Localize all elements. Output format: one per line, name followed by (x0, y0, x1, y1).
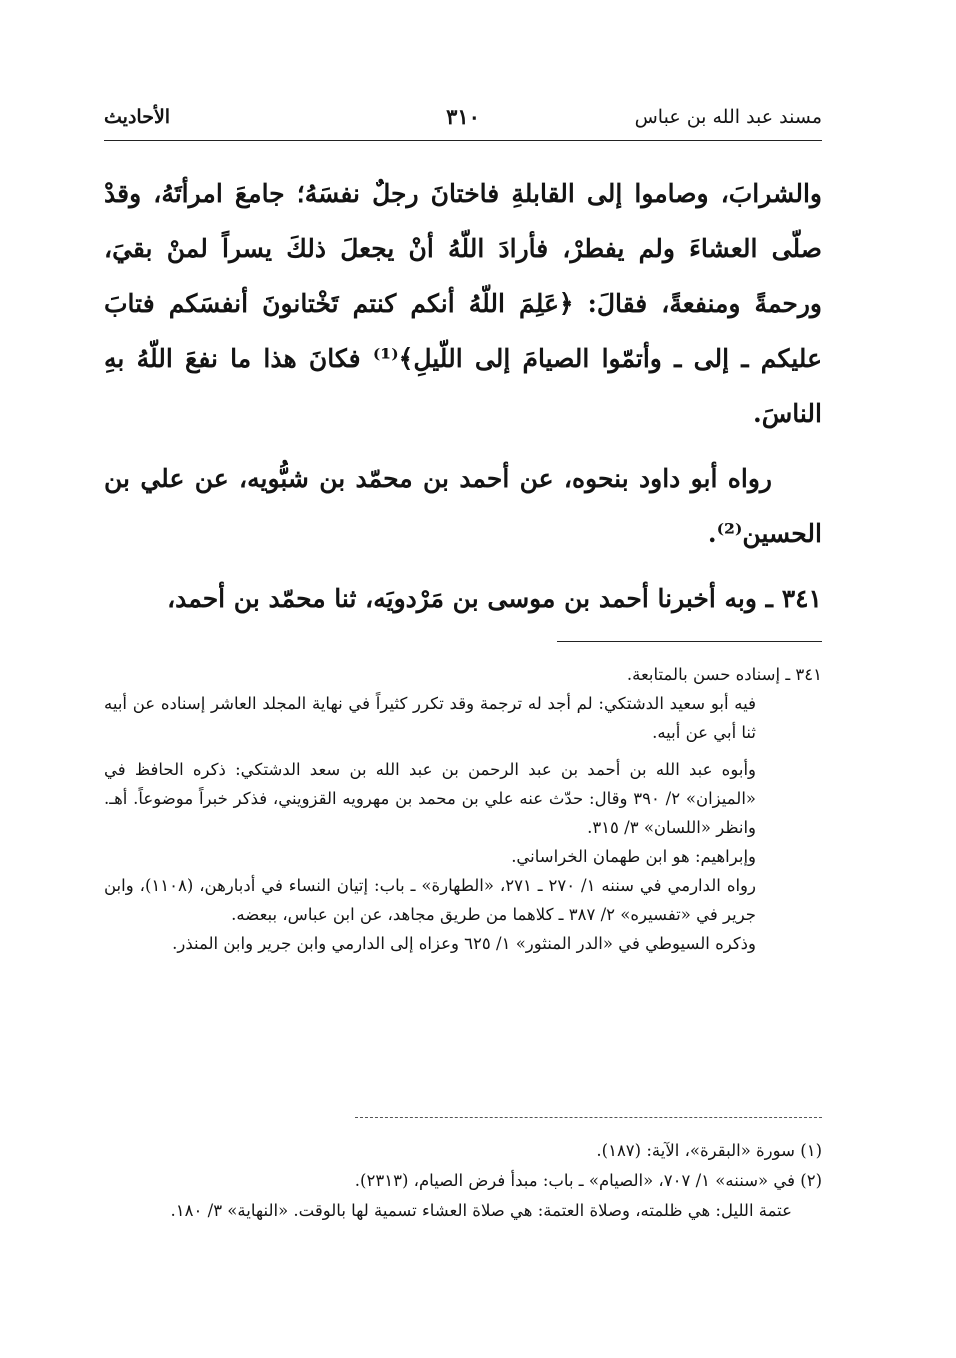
commentary-line: رواه الدارمي في سننه ١/ ٢٧٠ ـ ٢٧١، «الطهارة» ـ باب: إتيان النساء في أدبارهن، (١١٠٨)، وابن جرير في «تفسيره» ٢/ ٣٨٧ ـ كلاهما من طريق مجاهد، عن ابن عباس، ببعضه. (104, 876, 756, 924)
footnotes (104, 1136, 822, 1226)
header-divider (104, 140, 822, 141)
header-section-title: الأحاديث (104, 106, 171, 128)
footnote-divider (557, 641, 822, 642)
footnote-1: (١) سورة «البقرة»، الآية: (١٨٧). (596, 1141, 822, 1160)
running-header (104, 100, 822, 136)
main-text (104, 166, 822, 626)
footnote-2-continuation: عتمة الليل: هي ظلمته، وصلاة العتمة: هي صلاة العشاء تسمية لها بالوقت. «النهاية» ٣/ ١٨٠. (170, 1201, 792, 1220)
header-book-title: مسند عبد الله بن عباس (634, 106, 822, 128)
commentary-line: وإبراهيم: هو ابن طهمان الخراساني. (511, 847, 756, 866)
hadith-paragraph: والشرابَ، وصاموا إلى القابلةِ فاختانَ رجلٌ نفسَهُ؛ جامعَ امرأتَهُ، وقدْ صلّى العشاءَ ولم يفطرْ، فأرادَ اللّهُ أنْ يجعلَ ذلكَ يسراً لمنْ بقيَ، ورحمةً ومنفعةً، فقالَ: ﴿عَلِمَ اللّهُ أنكم كنتم تَخْتانونَ أنفسَكم فتابَ عليكم ـ إلى ـ وأتمّوا الصيامَ إلى اللّيلِ﴾⁽¹⁾ فكانَ هذا ما نفعَ اللّهُ بهِ الناسَ. (104, 179, 822, 428)
hadith-commentary (104, 660, 822, 958)
commentary-heading: ٣٤١ ـ إسناده حسن بالمتابعة. (626, 665, 822, 684)
footnote-2: (٢) في «سننه» ١/ ٧٠٧، «الصيام» ـ باب: مبدأ فرض الصيام، (٢٣١٣). (354, 1171, 822, 1190)
commentary-line: وأبوه عبد الله بن أحمد بن عبد الرحمن بن عبد الله بن سعد الدشتكي: ذكره الحافظ في «الميزان» ٢/ ٣٩٠ وقال: حدّث عنه علي بن محمد بن مهرويه القزويني، فذكر خبراً موضوعاً. أهـ. وانظر «اللسان» ٣/ ٣١٥. (104, 760, 756, 837)
hadith-341-opening: ٣٤١ ـ وبه أخبرنا أحمد بن موسى بن مَرْدويَه، ثنا محمّد بن أحمد، (167, 584, 822, 613)
commentary-line: وذكره السيوطي في «الدر المنثور» ١/ ٦٢٥ وعزاه إلى الدارمي وابن جرير وابن المنذر. (172, 934, 756, 953)
commentary-line: فيه أبو سعيد الدشتكي: لم أجد له ترجمة وقد تكرر كثيراً في نهاية المجلد العاشر إسناده عن أبيه ثنا أبي عن أبيه. (104, 694, 756, 742)
footnotes-dashed-divider (355, 1117, 822, 1118)
narration-paragraph: رواه أبو داود بنحوه، عن أحمد بن محمّد بن شبُّويه، عن علي بن الحسين⁽²⁾. (104, 464, 822, 548)
page-number: ٣١٠ (446, 104, 480, 129)
